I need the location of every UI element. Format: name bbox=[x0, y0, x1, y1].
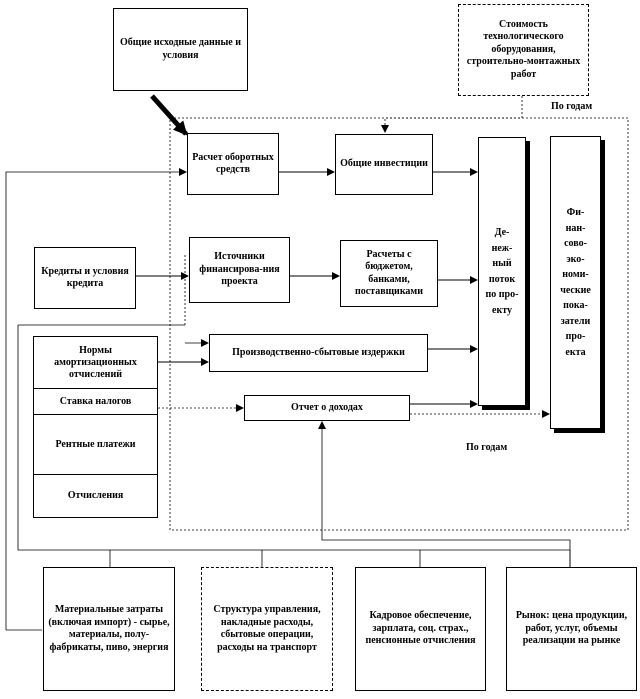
material-costs-label: Материальные затраты (включая импорт) - сырье, материалы, полу-фабрикаты, пиво, энергия bbox=[48, 604, 170, 653]
tax-rate-label: Ставка налогов bbox=[59, 395, 132, 407]
rent-label: Рентные платежи bbox=[55, 438, 136, 450]
income-report-box bbox=[244, 395, 410, 421]
initial-data-label: Общие исходные данные и условия bbox=[120, 37, 241, 61]
management-structure-box bbox=[201, 567, 333, 691]
staffing-label: Кадровое обеспечение, зарплата, соц. страх., пенсионные отчисления bbox=[365, 610, 476, 647]
initial-data-box bbox=[113, 8, 248, 91]
production-costs-box bbox=[209, 334, 428, 372]
market-box bbox=[506, 567, 637, 691]
management-structure-label: Структура управления, накладные расходы, сбытовые операции, расходы на транспорт bbox=[213, 604, 321, 653]
total-investment-box bbox=[335, 134, 433, 195]
total-investment-label: Общие инвестиции bbox=[340, 158, 428, 170]
by-years-bottom-label: По годам bbox=[466, 442, 508, 453]
financing-sources-box bbox=[189, 237, 290, 303]
parameters-table bbox=[33, 336, 158, 518]
settlements-box bbox=[340, 240, 438, 307]
tax-rate-cell bbox=[34, 389, 157, 415]
production-costs-label: Производственно-сбытовые издержки bbox=[232, 346, 405, 358]
by-years-top-label: По годам bbox=[551, 101, 593, 112]
deductions-label: Отчисления bbox=[67, 490, 124, 501]
settlements-label: Расчеты с бюджетом, банками, поставщиками bbox=[354, 248, 424, 297]
market-label: Рынок: цена продукции, работ, услуг, объемы реализации на рынке bbox=[515, 610, 628, 647]
staffing-box bbox=[355, 567, 486, 691]
working-capital-box bbox=[187, 133, 279, 195]
deductions-cell bbox=[34, 475, 157, 517]
working-capital-label: Расчет оборотных средств bbox=[192, 151, 274, 175]
cash-flow-label: Де- неж- ный поток по про- екту bbox=[485, 227, 519, 316]
equipment-cost-label: Стоимость технологического оборудования, строительно-монтажных работ bbox=[466, 18, 581, 80]
cash-flow-box bbox=[478, 137, 526, 406]
financing-sources-label: Источники финансирова-ния проекта bbox=[199, 251, 280, 288]
arrow-initial-to-capital bbox=[152, 96, 186, 134]
arrow-market-to-income bbox=[322, 422, 570, 567]
financial-indicators-box bbox=[550, 136, 601, 429]
arrow-equipment-to-investment bbox=[385, 96, 522, 132]
income-report-label: Отчет о доходах bbox=[291, 401, 363, 413]
credits-label: Кредиты и условия кредита bbox=[41, 265, 129, 289]
line-bottom-connectors bbox=[110, 550, 420, 567]
depreciation-cell bbox=[34, 337, 157, 389]
equipment-cost-box bbox=[458, 4, 589, 96]
material-costs-box bbox=[43, 567, 175, 691]
depreciation-label: Нормы амортизационных отчислений bbox=[54, 344, 137, 380]
rent-cell bbox=[34, 415, 157, 475]
credits-box bbox=[34, 247, 136, 309]
financial-indicators-label: Фи- нан- сово- эко- номи- ческие пока- затели про- екта bbox=[560, 207, 591, 358]
